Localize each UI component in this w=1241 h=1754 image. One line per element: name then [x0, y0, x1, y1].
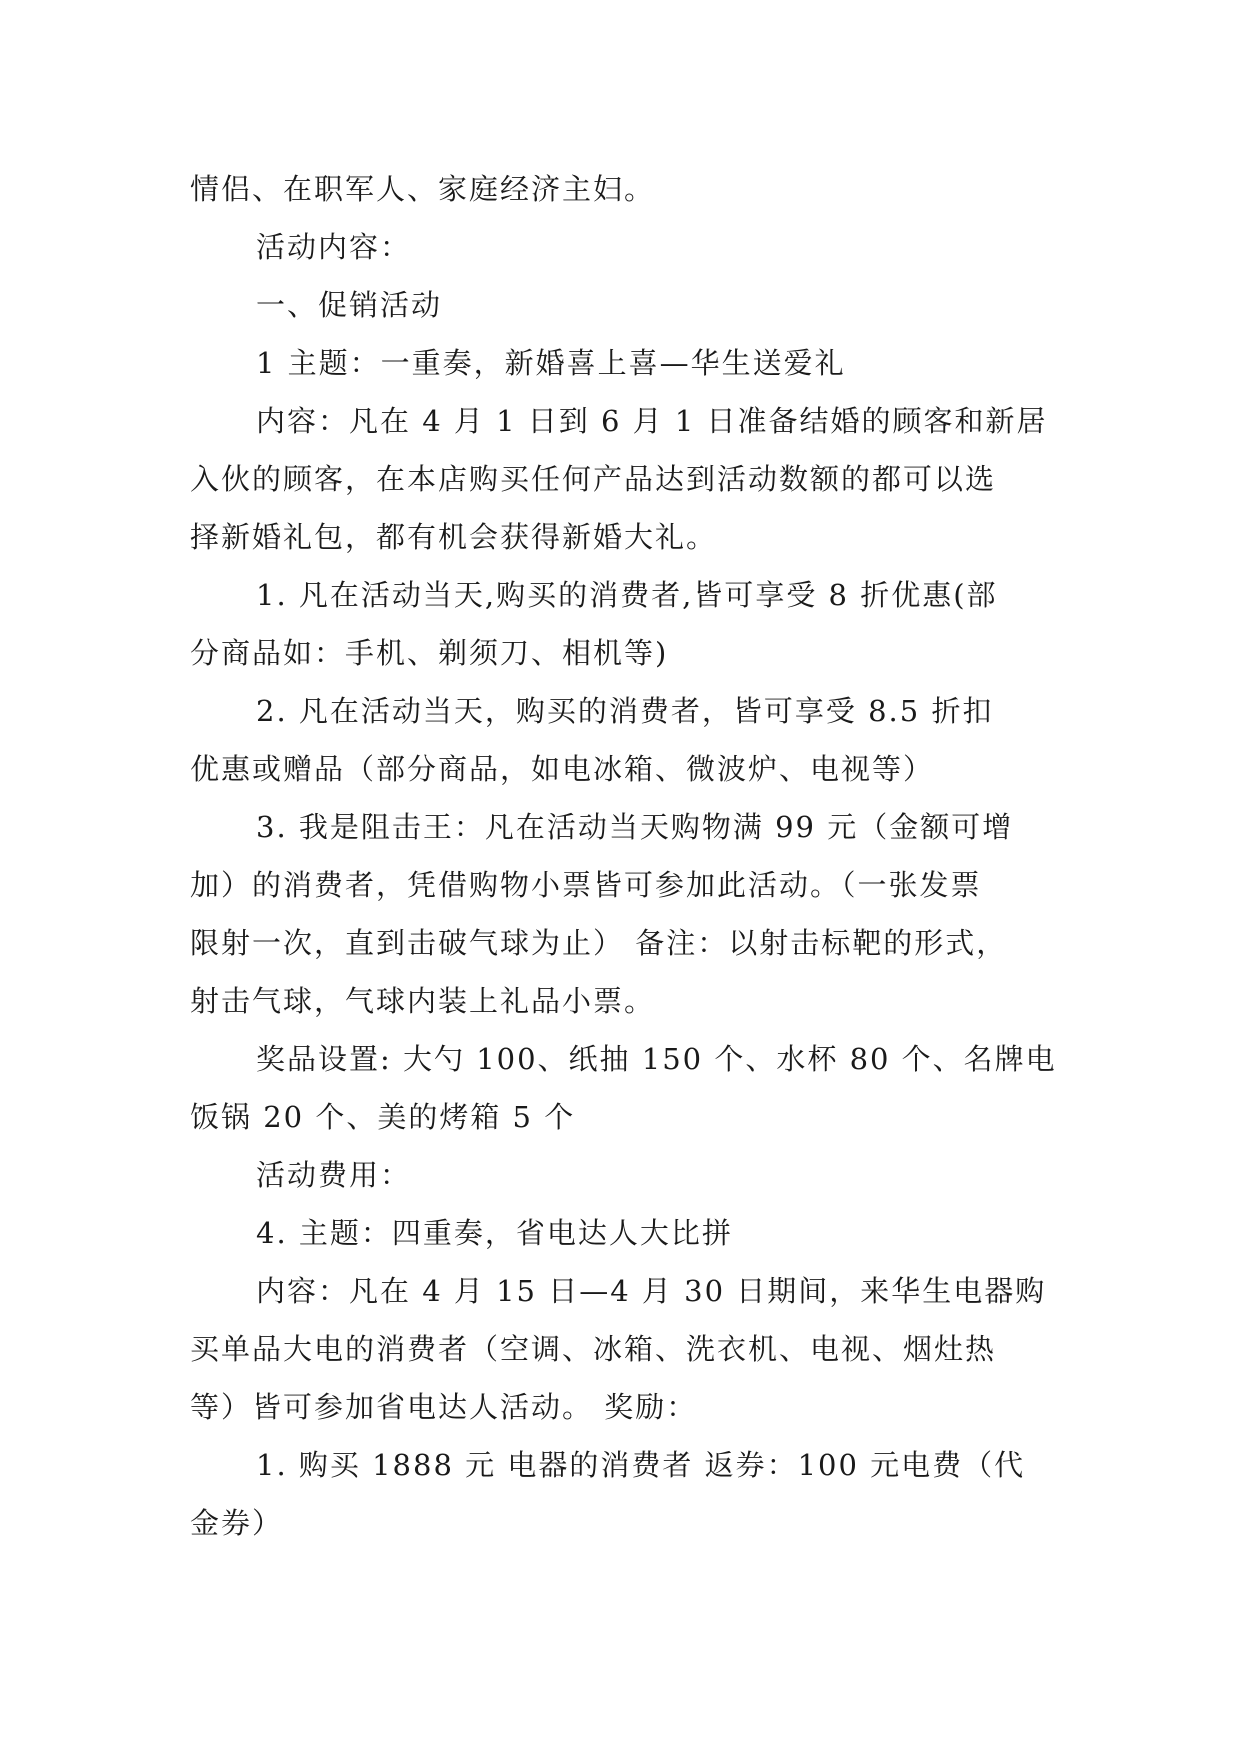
text-line: 内容：凡在 4 月 15 日—4 月 30 日期间，来华生电器购	[256, 1274, 1047, 1308]
text-line: 饭锅 20 个、美的烤箱 5 个	[190, 1100, 576, 1134]
text-line: 内容：凡在 4 月 1 日到 6 月 1 日准备结婚的顾客和新居	[256, 404, 1048, 438]
text-line: 优惠或赠品（部分商品，如电冰箱、微波炉、电视等）	[190, 752, 935, 786]
text-line: 择新婚礼包，都有机会获得新婚大礼。	[190, 520, 718, 554]
text-line: 1 主题：一重奏，新婚喜上喜—华生送爱礼	[256, 346, 846, 380]
text-line: 3. 我是阻击王：凡在活动当天购物满 99 元（金额可增	[256, 810, 1014, 844]
text-line: 限射一次，直到击破气球为止） 备注：以射击标靶的形式，	[190, 926, 1008, 960]
text-line: 活动内容：	[256, 230, 412, 264]
document-body	[190, 160, 1057, 1552]
text-line: 射击气球，气球内装上礼品小票。	[190, 984, 656, 1018]
text-line: 奖品设置: 大勺 100、纸抽 150 个、水杯 80 个、名牌电	[256, 1042, 1057, 1076]
text-line: 1. 购买 1888 元 电器的消费者 返券：100 元电费（代	[256, 1448, 1026, 1482]
text-line: 加）的消费者，凭借购物小票皆可参加此活动。（一张发票	[190, 868, 982, 902]
text-line: 买单品大电的消费者（空调、冰箱、洗衣机、电视、烟灶热	[190, 1332, 997, 1366]
text-line: 一、促销活动	[256, 288, 443, 322]
text-line: 活动费用：	[256, 1158, 412, 1192]
text-line: 2. 凡在活动当天，购买的消费者，皆可享受 8.5 折扣	[256, 694, 994, 728]
text-line: 入伙的顾客，在本店购买任何产品达到活动数额的都可以选	[190, 462, 997, 496]
text-line: 金券）	[190, 1506, 284, 1540]
text-line: 1. 凡在活动当天,购买的消费者,皆可享受 8 折优惠(部	[256, 578, 998, 612]
text-line: 等）皆可参加省电达人活动。 奖励：	[190, 1390, 698, 1424]
text-line: 分商品如：手机、剃须刀、相机等)	[190, 636, 669, 670]
text-line: 4. 主题：四重奏，省电达人大比拼	[256, 1216, 733, 1250]
text-line: 情侣、在职军人、家庭经济主妇。	[190, 172, 656, 206]
